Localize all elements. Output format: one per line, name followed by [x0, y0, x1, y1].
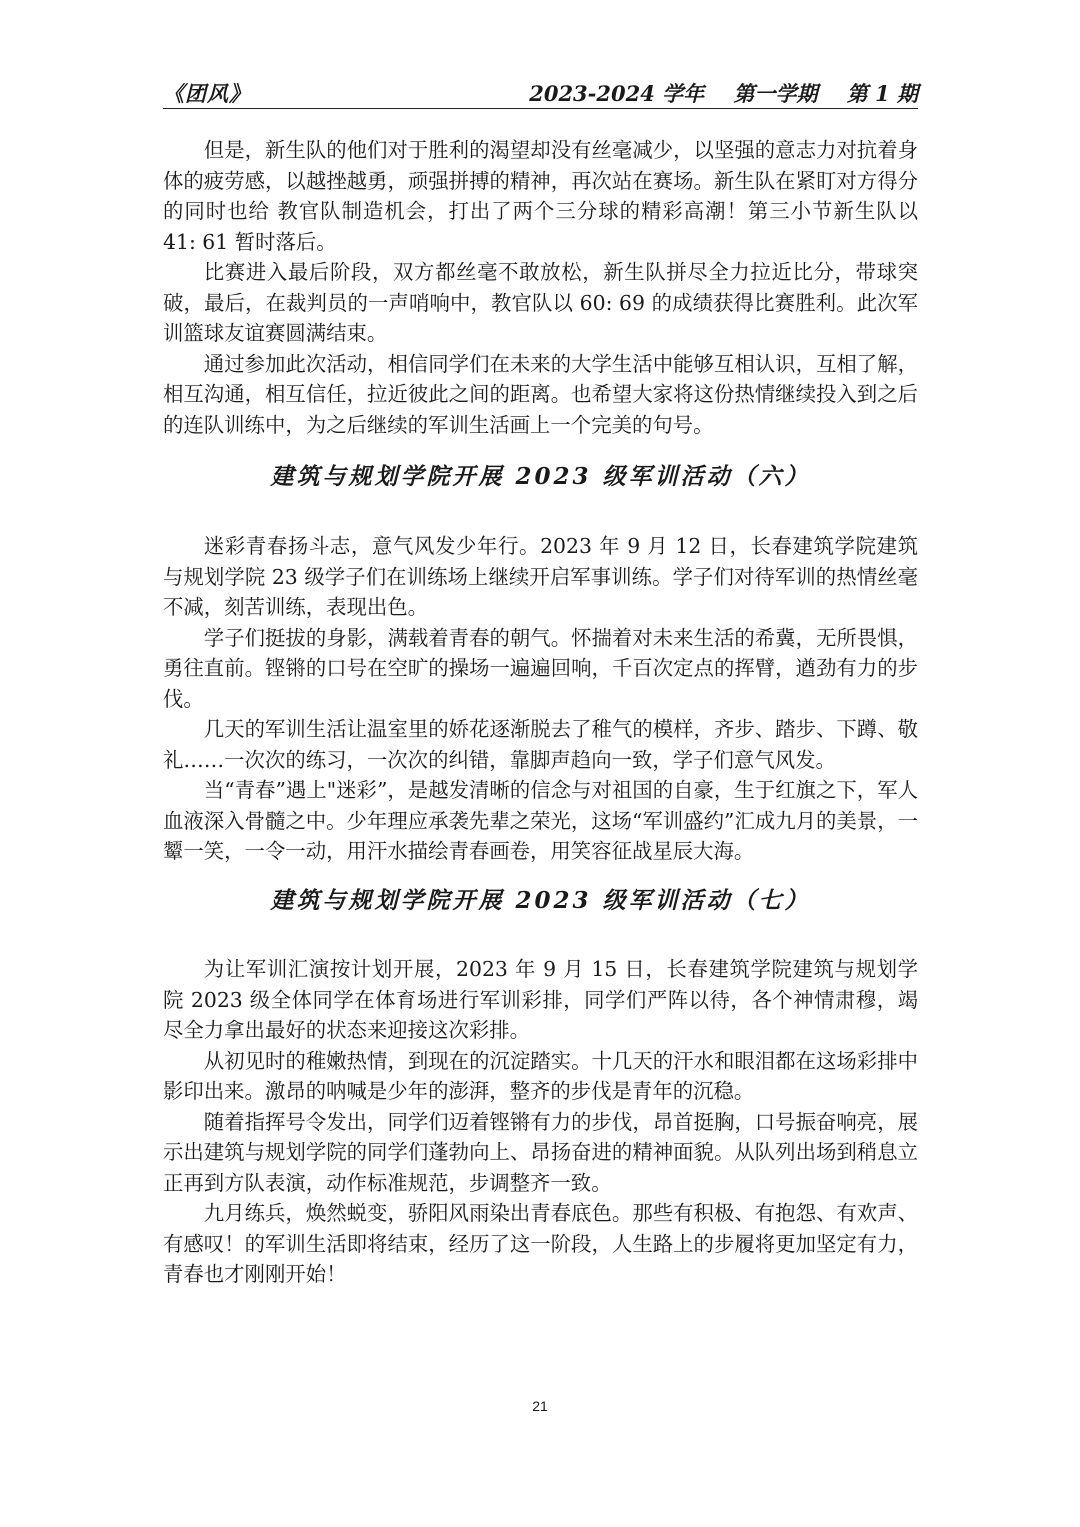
paragraph: 随着指挥号令发出，同学们迈着铿锵有力的步伐，昂首挺胸，口号振奋响亮，展示出建筑与规划学院的同学们蓬勃向上、昂扬奋进的精神面貌。从队列出场到稍息立正再到方队表演，动作标准规范，步调整齐一致。	[163, 1109, 918, 1195]
section-title-6: 建筑与规划学院开展 2023 级军训活动（六）	[270, 463, 811, 490]
section-7-body	[163, 954, 918, 1290]
semester: 第一学期	[733, 81, 818, 106]
section-title-7: 建筑与规划学院开展 2023 级军训活动（七）	[270, 887, 811, 914]
page-header	[163, 78, 918, 109]
paragraph: 但是，新生队的他们对于胜利的渴望却没有丝毫减少，以坚强的意志力对抗着身体的疲劳感，以越挫越勇，顽强拼搏的精神，再次站在赛场。新生队在紧盯对方得分的同时也给 教官队制造机会，打出了两个三分球的精彩高潮！第三小节新生队以 41: 61 暂时落后。	[163, 138, 918, 254]
paragraph: 为让军训汇演按计划开展，2023 年 9 月 15 日，长春建筑学院建筑与规划学院 2023 级全体同学在体育场进行军训彩排，同学们严阵以待，各个神情肃穆，竭尽全力拿出最好的状态来迎接这次彩排。	[163, 957, 918, 1042]
issue-info	[529, 78, 918, 108]
paragraph: 九月练兵，焕然蜕变，骄阳风雨染出青春底色。那些有积极、有抱怨、有欢声、有感叹！的军训生活即将结束，经历了这一阶段，人生路上的步履将更加坚定有力，青春也才刚刚开始！	[163, 1201, 918, 1286]
page-number: 21	[532, 1398, 548, 1414]
publication-name: 《团风》	[163, 81, 251, 106]
issue-number: 第 1 期	[846, 81, 918, 106]
school-year: 2023-2024 学年	[529, 81, 705, 106]
paragraph: 从初见时的稚嫩热情，到现在的沉淀踏实。十几天的汗水和眼泪都在这场彩排中影印出来。激昂的呐喊是少年的澎湃，整齐的步伐是青年的沉稳。	[163, 1048, 918, 1103]
paragraph: 几天的军训生活让温室里的娇花逐渐脱去了稚气的模样，齐步、踏步、下蹲、敬礼……一次次的练习，一次次的纠错，靠脚声趋向一致，学子们意气风发。	[163, 717, 918, 772]
paragraph: 迷彩青春扬斗志，意气风发少年行。2023 年 9 月 12 日，长春建筑学院建筑与规划学院 23 级学子们在训练场上继续开启军事训练。学子们对待军训的热情丝毫不减，刻苦训练，表现出色。	[163, 534, 918, 619]
paragraph: 比赛进入最后阶段，双方都丝毫不敢放松，新生队拼尽全力拉近比分，带球突破，最后，在裁判员的一声哨响中，教官队以 60: 69 的成绩获得比赛胜利。此次军训篮球友谊赛圆满结束。	[163, 260, 918, 345]
paragraph: 当“青春”遇上"迷彩”，是越发清晰的信念与对祖国的自豪，生于红旗之下，军人血液深入骨髓之中。少年理应承袭先辈之荣光，这场“军训盛约”汇成九月的美景，一颦一笑，一令一动，用汗水描绘青春画卷，用笑容征战星辰大海。	[163, 778, 918, 863]
paragraph: 通过参加此次活动，相信同学们在未来的大学生活中能够互相认识，互相了解，相互沟通，相互信任，拉近彼此之间的距离。也希望大家将这份热情继续投入到之后的连队训练中，为之后继续的军训生活画上一个完美的句号。	[163, 351, 918, 437]
section-6-body	[163, 531, 918, 867]
intro-article-body	[163, 135, 918, 440]
paragraph: 学子们挺拔的身影，满载着青春的朝气。怀揣着对未来生活的希冀，无所畏惧，勇往直前。铿锵的口号在空旷的操场一遍遍回响，千百次定点的挥臂，遒劲有力的步伐。	[163, 625, 918, 711]
